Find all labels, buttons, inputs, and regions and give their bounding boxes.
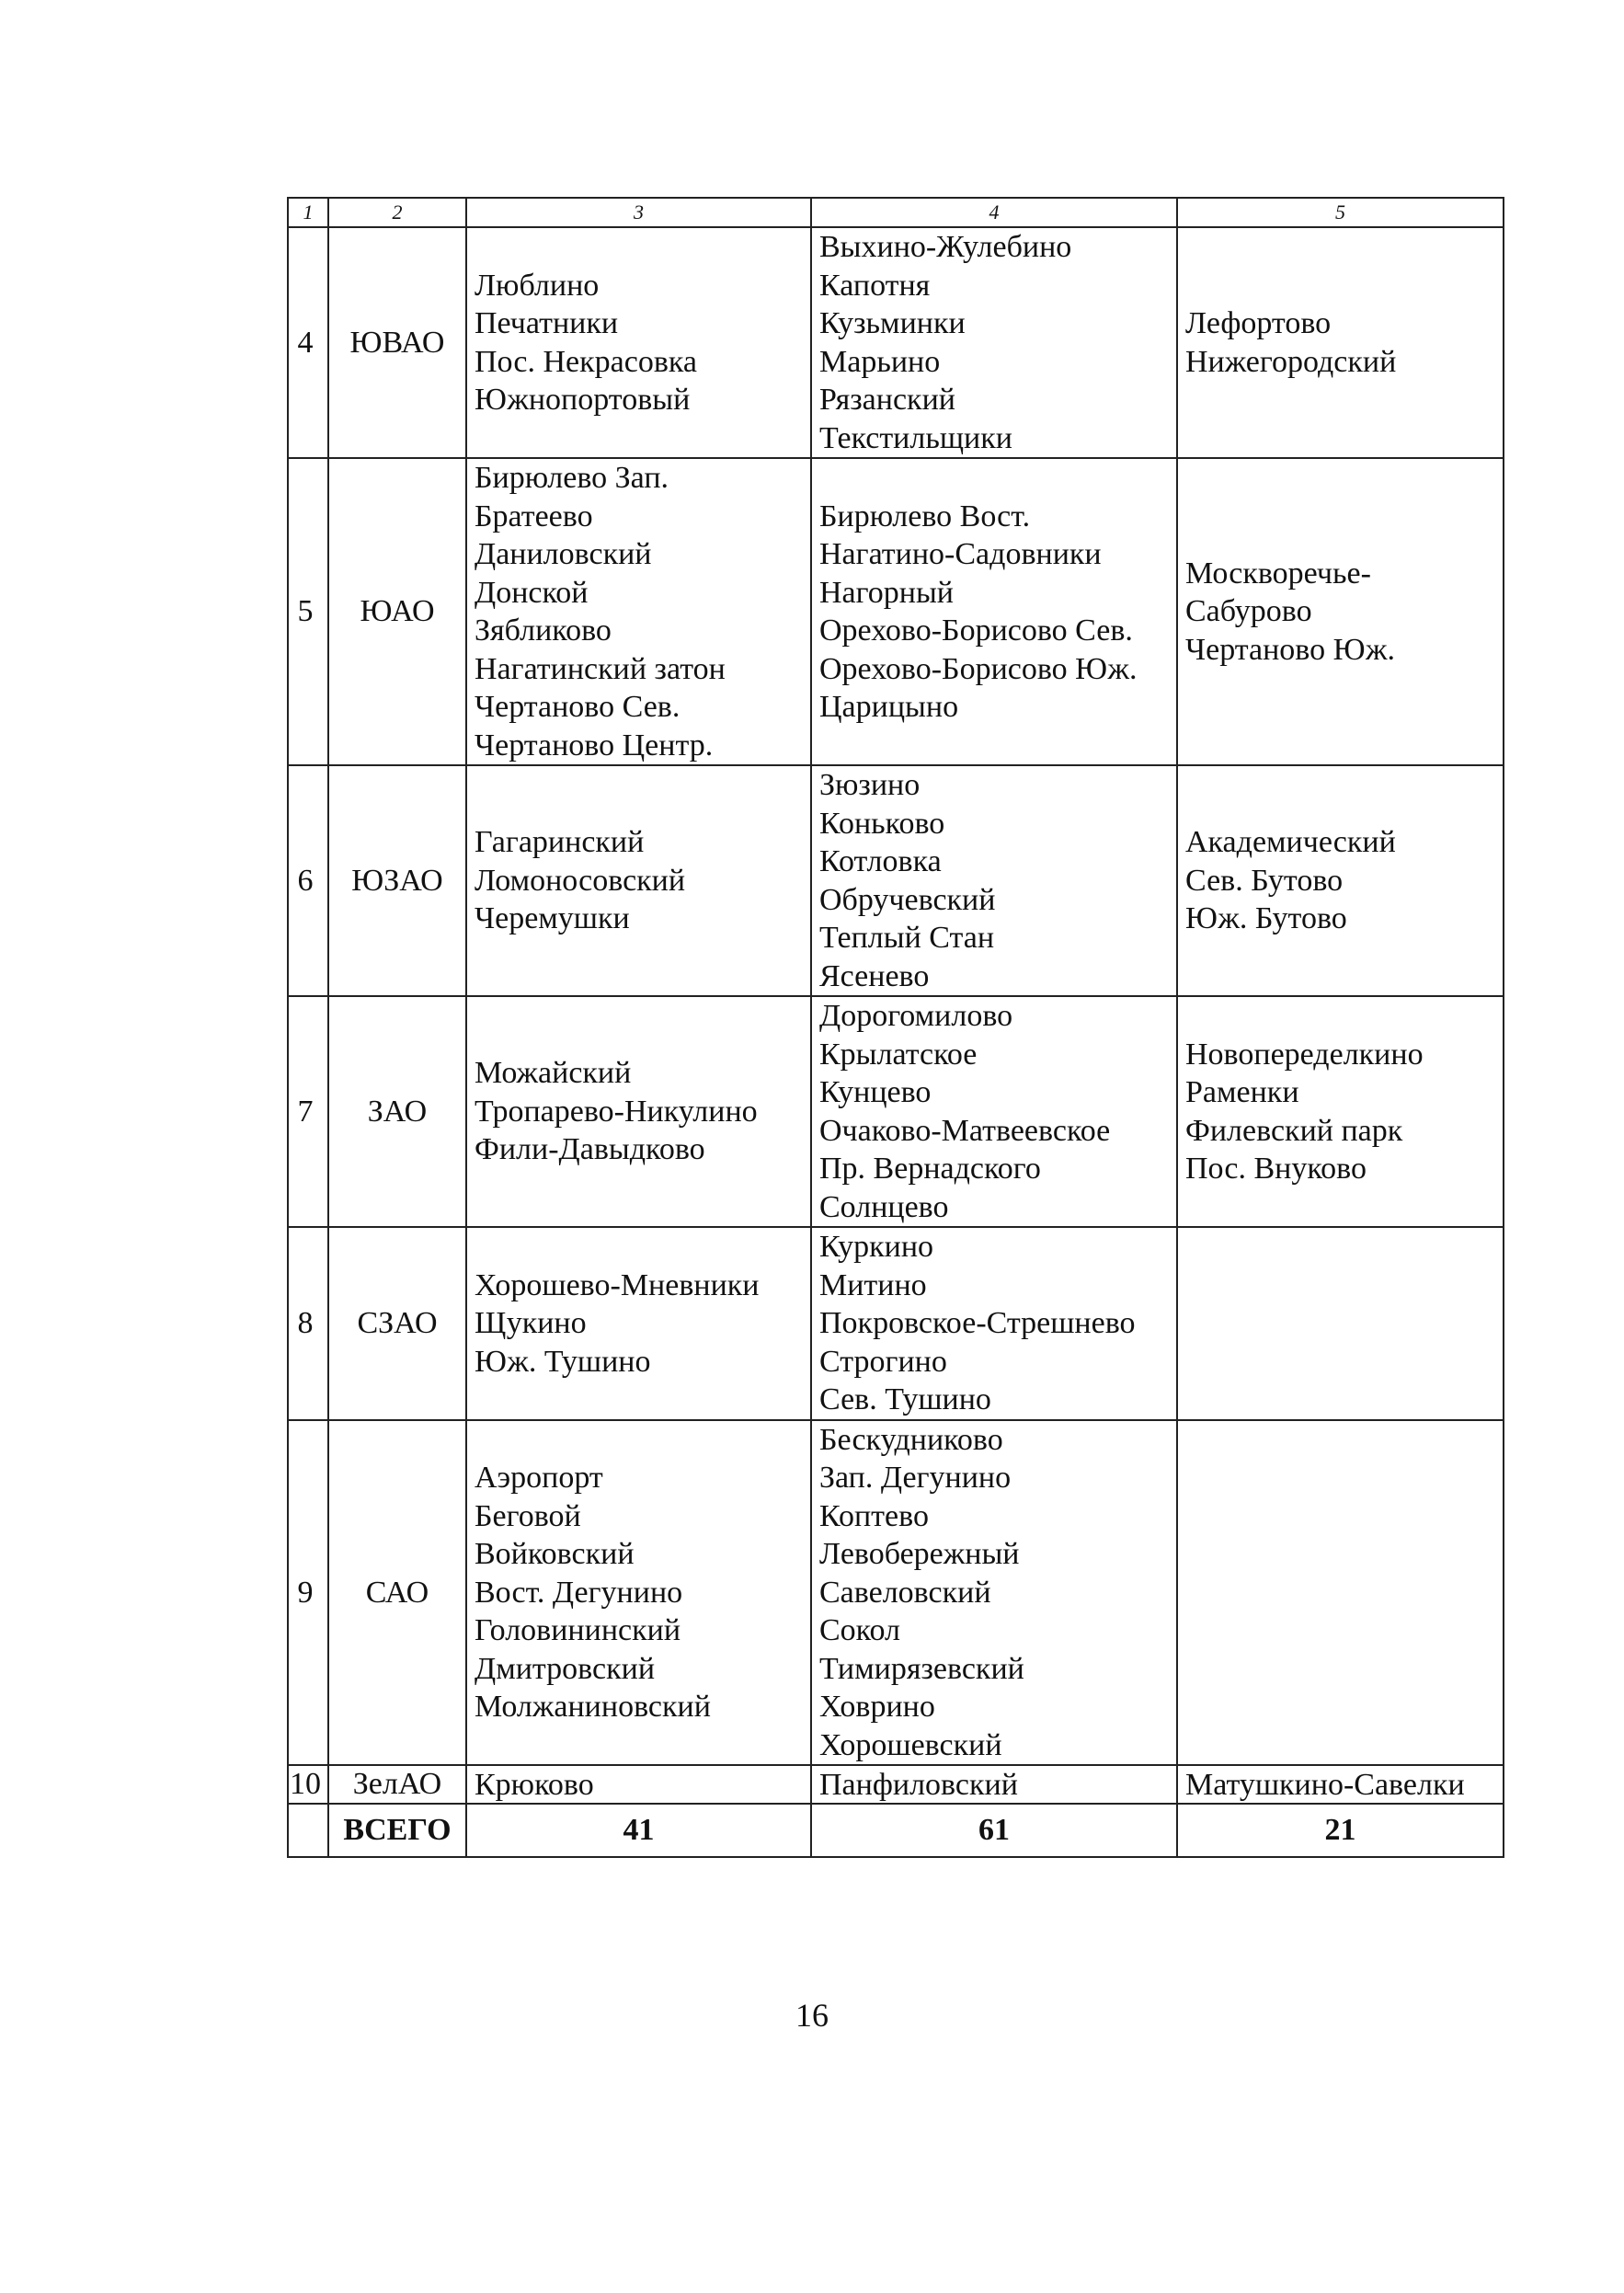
district-name: Пр. Вернадского [819,1152,1041,1186]
district-list-col5 [1177,1765,1504,1804]
district-name: Крылатское [819,1037,978,1072]
district-list-col3 [466,1420,811,1766]
table-row [288,227,1504,458]
row-number: 5 [288,458,328,765]
district-list-col4 [811,996,1177,1227]
district-name: Печатники [475,306,619,340]
district-name: Бирюлево Вост. [819,499,1031,533]
district-name: Беговой [475,1498,581,1533]
district-name: Дмитровский [475,1651,656,1686]
district-name: Зябликово [475,613,612,648]
district-name: Донской [475,575,589,610]
column-number: 3 [466,198,811,227]
district-name: Дорогомилово [819,999,1013,1033]
district-name: Сабурово [1185,594,1312,629]
district-name: Савеловский [819,1575,991,1610]
district-name: Аэропорт [475,1461,603,1495]
district-list-col3 [466,458,811,765]
district-name: Хорошево-Мневники [475,1267,760,1302]
district-list-col3 [466,765,811,996]
district-name: Ломоносовский [475,863,686,898]
district-name: Крюково [475,1768,594,1802]
district-name: Сев. Тушино [819,1382,991,1416]
district-list-col4 [811,1227,1177,1420]
district-name: Юж. Тушино [475,1344,651,1379]
district-name: Гагаринский [475,825,645,860]
district-name: Люблино [475,268,600,303]
district-name: Чертаново Центр. [475,728,714,762]
district-name: Головининский [475,1613,681,1647]
district-name: Новопеределкино [1185,1037,1424,1072]
district-name: Текстильщики [819,420,1012,455]
district-name: Очаково-Матвеевское [819,1113,1111,1148]
district-name: Нагатино-Садовники [819,537,1102,571]
table-row [288,1227,1504,1420]
district-name: Даниловский [475,537,652,571]
district-name: Левобережный [819,1537,1020,1571]
district-name: Рязанский [819,383,955,417]
district-name: Филевский парк [1185,1113,1403,1148]
district-list-col4 [811,1420,1177,1766]
okrug-name: СЗАО [328,1227,466,1420]
total-col4: 61 [811,1804,1177,1857]
district-name: Строгино [819,1344,947,1379]
okrug-name: ЗелАО [328,1765,466,1804]
district-list-col5 [1177,1420,1504,1766]
district-name: Орехово-Борисово Юж. [819,651,1138,686]
district-name: Покровское-Стрешнево [819,1306,1136,1340]
district-name: Обручевский [819,882,996,917]
okrug-name: САО [328,1420,466,1766]
district-name: Панфиловский [819,1768,1018,1802]
total-col5: 21 [1177,1804,1504,1857]
district-name: Чертаново Юж. [1185,632,1395,667]
table-row [288,1420,1504,1766]
district-list-col4 [811,1765,1177,1804]
district-name: Нижегородский [1185,344,1397,379]
district-list-col3 [466,1765,811,1804]
district-name: Куркино [819,1230,934,1264]
column-number: 4 [811,198,1177,227]
district-name: Выхино-Жулебино [819,230,1072,264]
district-name: Москворечье- [1185,556,1371,590]
row-number: 8 [288,1227,328,1420]
district-name: Можайский [475,1056,632,1091]
okrug-name: ЮАО [328,458,466,765]
column-number-row [288,198,1504,227]
district-name: Раменки [1185,1075,1299,1109]
district-name: Южнопортовый [475,383,691,417]
district-name: Чертаново Сев. [475,690,680,724]
district-name: Пос. Внуково [1185,1152,1367,1186]
district-list-col5 [1177,765,1504,996]
district-name: Кузьминки [819,306,966,340]
okrug-name: ЗАО [328,996,466,1227]
total-col3: 41 [466,1804,811,1857]
district-name: Хорошевский [819,1727,1002,1762]
row-number: 9 [288,1420,328,1766]
total-label: ВСЕГО [328,1804,466,1857]
row-number: 6 [288,765,328,996]
okrug-name: ЮЗАО [328,765,466,996]
okrug-name: ЮВАО [328,227,466,458]
district-list-col4 [811,765,1177,996]
table-row [288,996,1504,1227]
district-name: Нагорный [819,575,954,610]
district-name: Вост. Дегунино [475,1575,683,1610]
column-number: 5 [1177,198,1504,227]
district-list-col4 [811,458,1177,765]
row-number: 4 [288,227,328,458]
district-list-col5 [1177,458,1504,765]
column-number: 1 [288,198,328,227]
district-name: Тропарево-Никулино [475,1094,758,1129]
district-name: Коньково [819,806,945,841]
district-name: Зап. Дегунино [819,1461,1012,1495]
district-name: Ховрино [819,1690,935,1724]
district-list-col4 [811,227,1177,458]
table-row [288,765,1504,996]
district-list-col3 [466,996,811,1227]
district-name: Марьино [819,344,941,379]
district-name: Бирюлево Зап. [475,461,669,495]
column-number: 2 [328,198,466,227]
district-name: Пос. Некрасовка [475,344,697,379]
district-name: Нагатинский затон [475,651,726,686]
district-name: Войковский [475,1537,635,1571]
district-name: Коптево [819,1498,929,1533]
district-name: Тимирязевский [819,1651,1024,1686]
district-name: Котловка [819,844,942,878]
district-name: Щукино [475,1306,587,1340]
district-list-col5 [1177,227,1504,458]
district-name: Матушкино-Савелки [1185,1768,1465,1802]
district-list-col3 [466,1227,811,1420]
total-row [288,1804,1504,1857]
district-name: Теплый Стан [819,921,995,955]
district-name: Фили-Давыдково [475,1132,705,1167]
table-row [288,458,1504,765]
row-number: 7 [288,996,328,1227]
district-name: Черемушки [475,901,630,936]
district-list-col5 [1177,1227,1504,1420]
district-list-col3 [466,227,811,458]
district-name: Кунцево [819,1075,932,1109]
district-name: Академический [1185,825,1396,860]
district-name: Ясенево [819,958,930,993]
district-name: Солнцево [819,1189,949,1224]
district-name: Орехово-Борисово Сев. [819,613,1133,648]
district-name: Молжаниновский [475,1690,711,1724]
district-list-col5 [1177,996,1504,1227]
district-name: Капотня [819,268,931,303]
row-number: 10 [288,1765,328,1804]
district-name: Зюзино [819,768,921,802]
district-name: Царицыно [819,690,959,724]
district-name: Сев. Бутово [1185,863,1344,898]
districts-table [287,197,1504,1858]
district-name: Митино [819,1267,927,1302]
table-row [288,1765,1504,1804]
district-name: Бескудниково [819,1422,1003,1457]
district-name: Лефортово [1185,306,1332,340]
district-name: Братеево [475,499,593,533]
page-number: 16 [795,1997,829,2034]
district-name: Сокол [819,1613,900,1647]
total-blank-cell [288,1804,328,1857]
district-name: Юж. Бутово [1185,901,1347,936]
